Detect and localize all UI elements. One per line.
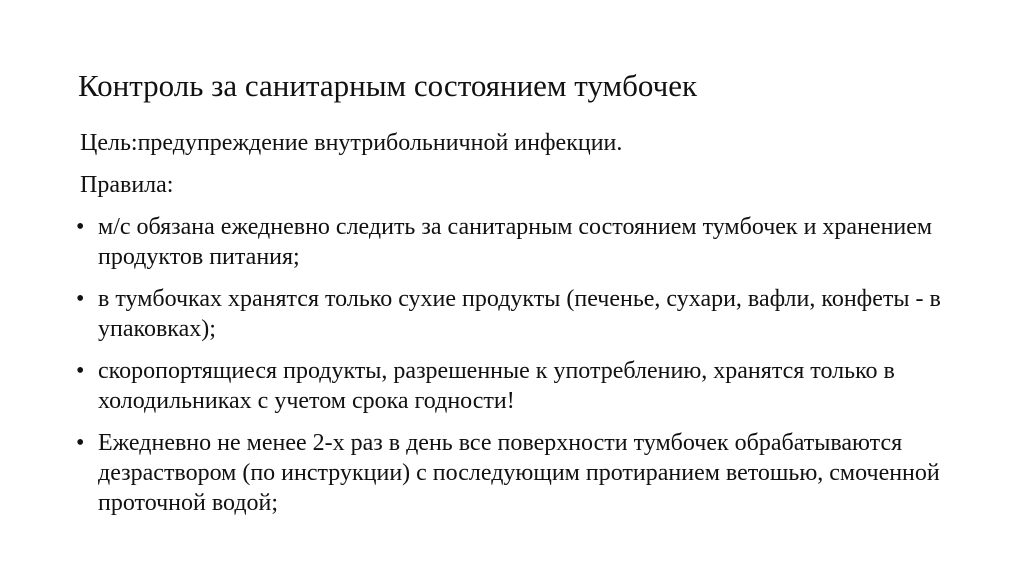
bullet-icon: • <box>76 286 85 312</box>
rule-item <box>76 356 1006 416</box>
bullet-icon: • <box>76 430 85 456</box>
rule-item-text: скоропортящиеся продукты, разрешенные к употреблению, хранятся только в холодильниках с учетом срока годности! <box>98 358 895 414</box>
slide-title: Контроль за санитарным состоянием тумбочек <box>78 68 698 103</box>
rule-item-text: м/с обязана ежедневно следить за санитарным состоянием тумбочек и хранением продуктов питания; <box>98 214 933 270</box>
rule-item <box>76 284 1006 344</box>
rule-item <box>76 428 1006 518</box>
goal-text: Цель:предупреждение внутрибольничной инфекции. <box>80 130 623 156</box>
bullet-icon: • <box>76 214 85 240</box>
rules-list <box>76 212 1006 530</box>
rule-item-text: Ежедневно не менее 2-х раз в день все поверхности тумбочек обрабатываются дезраствором (по инструкции) с последующим протиранием ветошью, смоченной проточной водой; <box>98 430 940 516</box>
bullet-icon: • <box>76 358 85 384</box>
rule-item <box>76 212 1006 272</box>
rules-heading: Правила: <box>80 172 174 198</box>
rule-item-text: в тумбочках хранятся только сухие продукты (печенье, сухари, вафли, конфеты - в упаковках); <box>98 286 941 342</box>
